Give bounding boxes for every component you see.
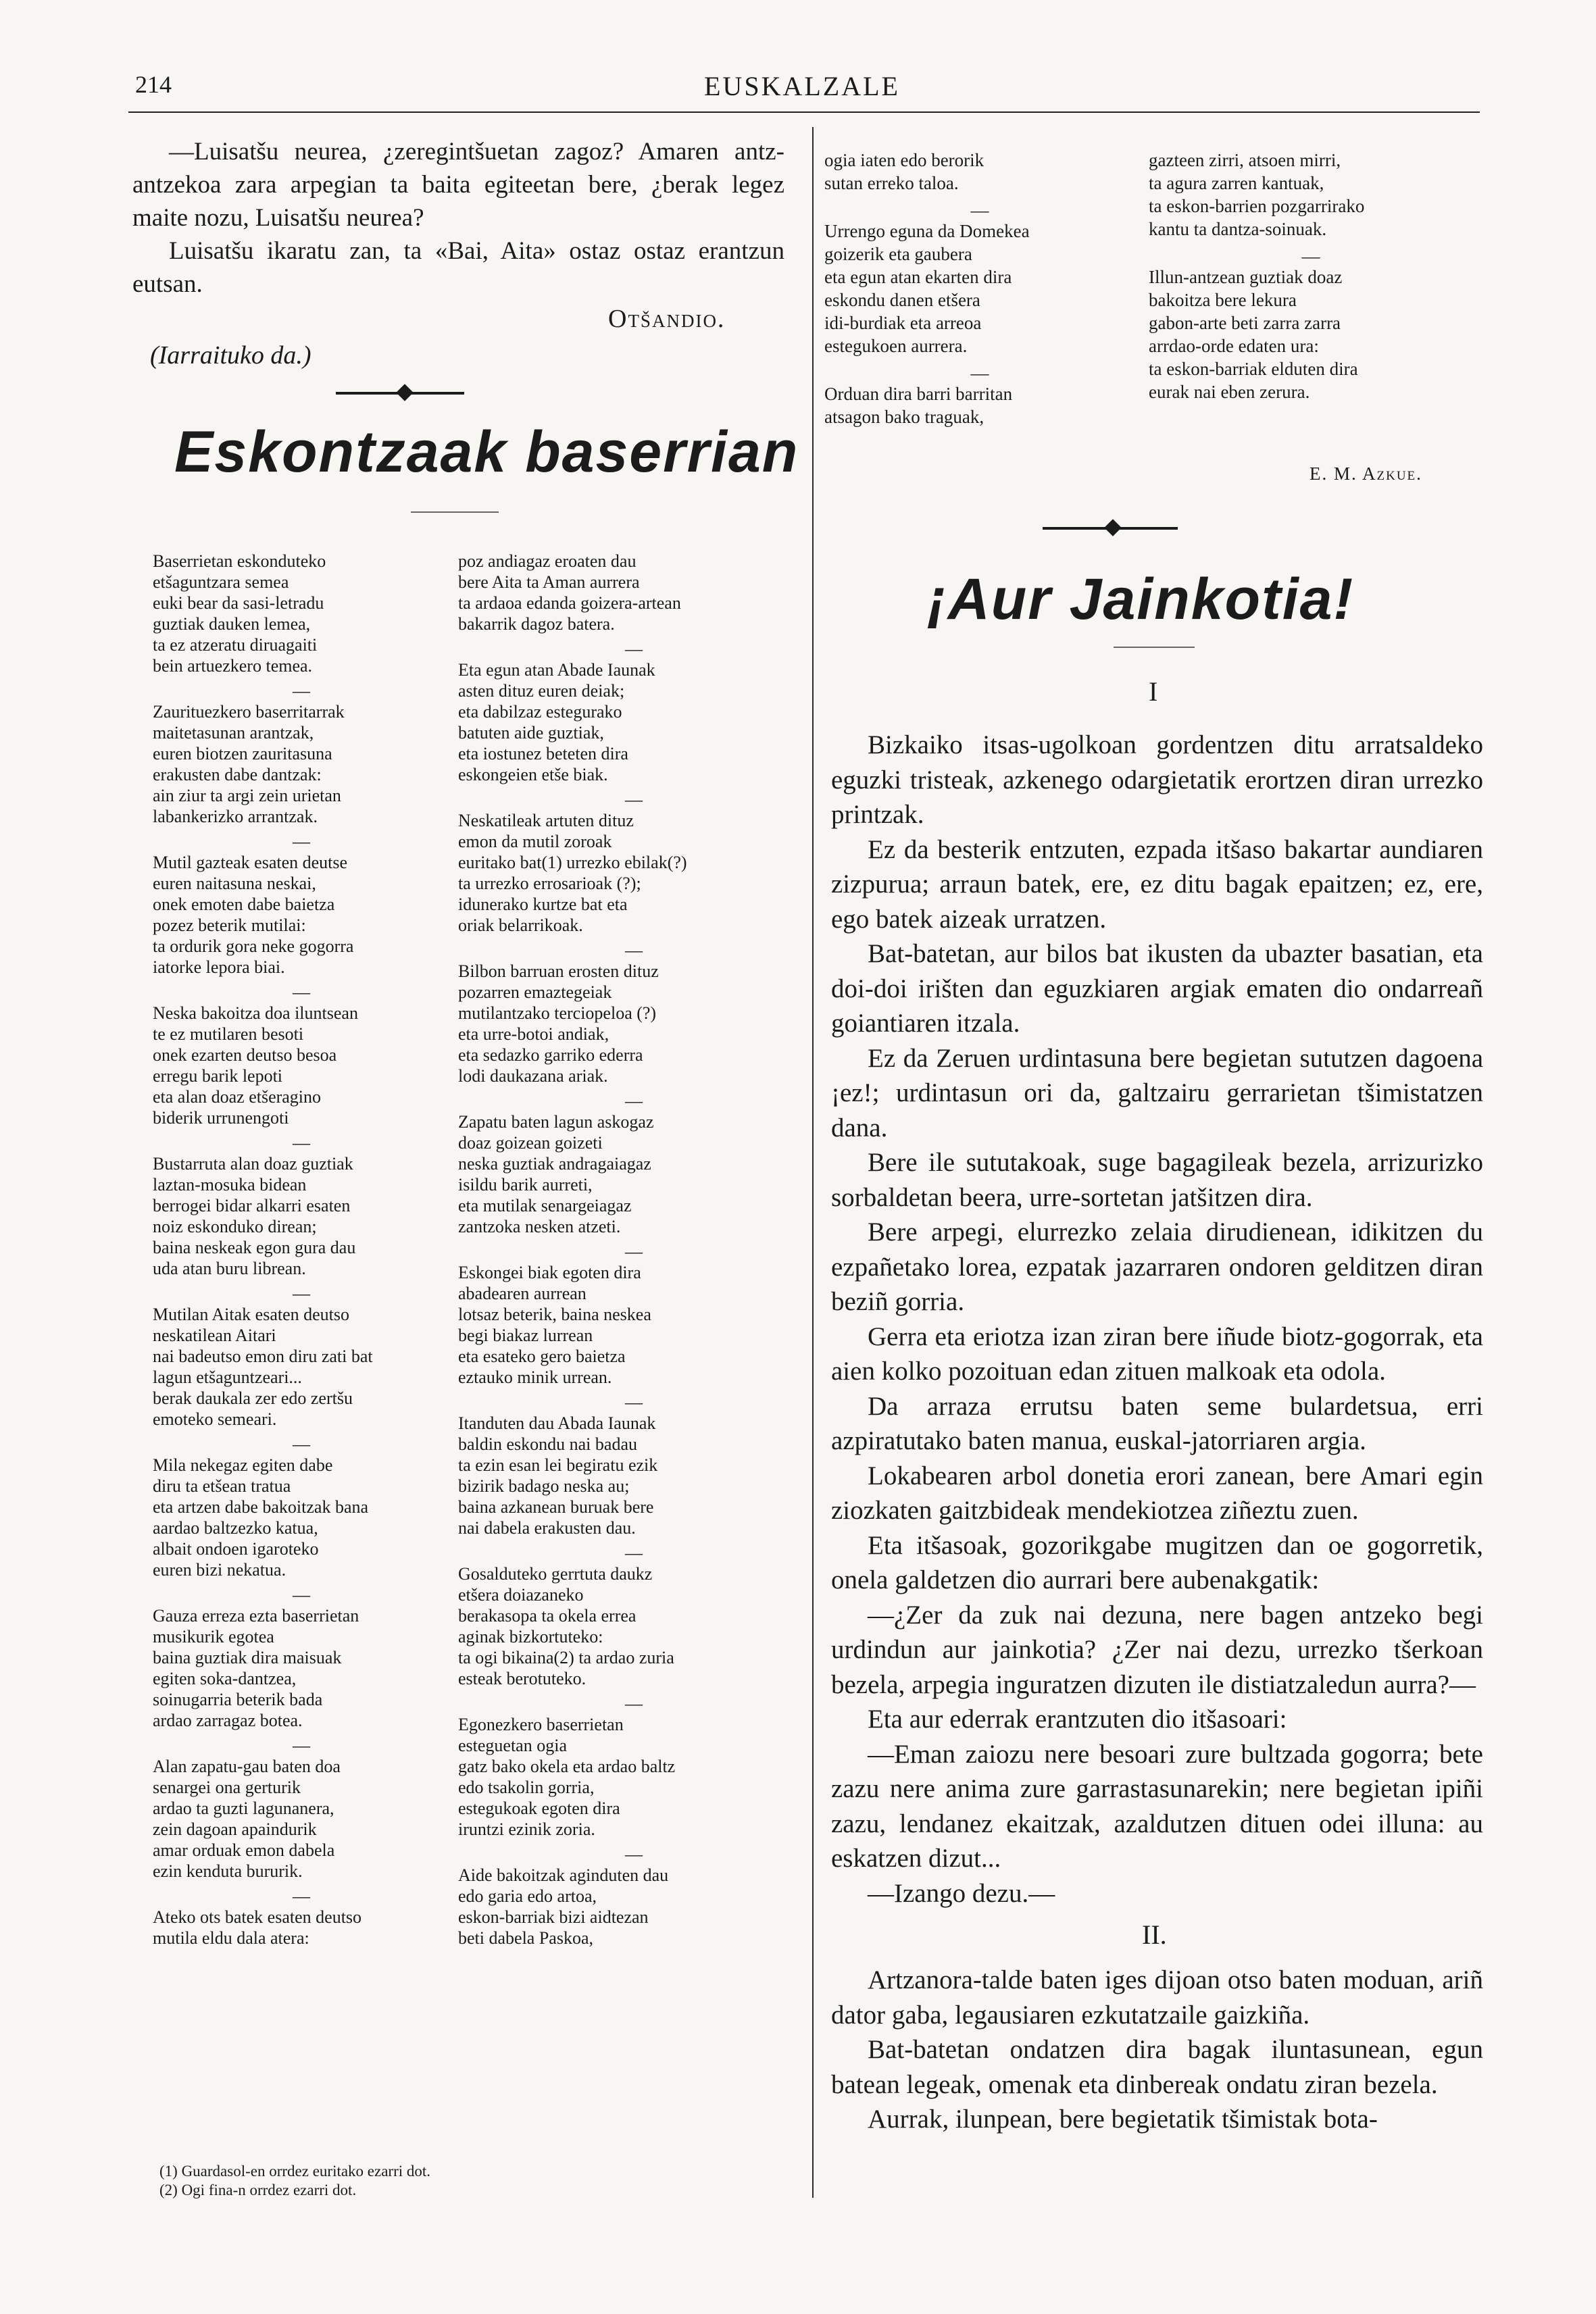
poem-line: noiz eskonduko direan;	[153, 1217, 317, 1236]
poem-line: laztan-mosuka bidean	[153, 1175, 307, 1194]
poem-line: aginak bizkortuteko:	[458, 1627, 603, 1646]
poem-line: baina azkanean buruak bere	[458, 1497, 654, 1517]
poem-stanza	[458, 1413, 809, 1538]
poem-line: euren bizi nekatua.	[153, 1560, 286, 1580]
poem-line: eskondu danen etšera	[824, 290, 980, 310]
footnote: (1) Guardasol-en orrdez euritako ezarri dot.	[159, 2163, 431, 2180]
poem-line: ta agura zarren kantuak,	[1149, 173, 1324, 193]
page-number: 214	[135, 71, 172, 98]
paragraph: Aurrak, ilunpean, bere begietatik tšimistak bota-	[868, 2105, 1378, 2134]
poem-column-1	[153, 551, 450, 1953]
poem-line: isildu barik aurreti,	[458, 1175, 593, 1194]
poem-stanza	[458, 1111, 809, 1237]
poem-line: egiten soka-dantzea,	[153, 1669, 297, 1688]
poem-line: gatz bako okela eta ardao baltz	[458, 1757, 676, 1776]
poem-line: poz andiagaz eroaten dau	[458, 551, 637, 571]
paragraph: Eta itšasoak, gozorikgabe mugitzen dan oe gogorretik, onela galdetzen dio aurrari bere aubenakgatik:	[831, 1530, 1483, 1594]
stanza-separator: —	[293, 1284, 310, 1303]
column-divider	[812, 127, 814, 2198]
poem-line: abadearen aurrean	[458, 1284, 587, 1303]
poem-stanza	[458, 1262, 809, 1388]
poem-stanza	[153, 1304, 450, 1430]
article-title: ¡Aur Jainkotia!	[927, 567, 1355, 632]
section-number: II.	[1142, 1919, 1167, 1950]
stanza-separator: —	[293, 982, 310, 1002]
poem-line: esteguetan ogia	[458, 1736, 567, 1755]
poem-line: soinugarria beterik bada	[153, 1690, 323, 1709]
poem-line: zein dagoan apaindurik	[153, 1819, 317, 1839]
poem-line: ogia iaten edo berorik	[824, 150, 984, 170]
poem-stanza	[458, 1563, 809, 1689]
title-rule	[1114, 647, 1195, 648]
poem-line: Urrengo eguna da Domekea	[824, 221, 1030, 241]
poem-line: esteak berotuteko.	[458, 1669, 587, 1688]
ornament-diamond	[1104, 519, 1121, 536]
poem-line: ta ardaoa edanda goizera-artean	[458, 593, 681, 613]
poem-line: baina neskeak egon gura dau	[153, 1238, 356, 1257]
poem-line: gazteen zirri, atsoen mirri,	[1149, 150, 1341, 170]
poem-line: ardao zarragaz botea.	[153, 1711, 303, 1730]
poem-line: Gosalduteko gerrtuta daukz	[458, 1564, 653, 1584]
poem-line: Baserrietan eskonduteko	[153, 551, 326, 571]
poem-line: euritako bat(1) urrezko ebilak(?)	[458, 853, 687, 872]
poem-line: idunerako kurtze bat eta	[458, 895, 628, 914]
poem-stanza	[824, 220, 1135, 357]
paragraph: —¿Zer da zuk nai dezuna, nere bagen antzeko begi urdindun aur jainkotia? ¿Zer nai dezu, urrezko tšerkoan bezela, arpegia inguratzen dizuten ile distiatzaledun aurra?—	[831, 1600, 1483, 1699]
poem-line: ta ogi bikaina(2) ta ardao zuria	[458, 1648, 674, 1667]
paragraph: Lokabearen arbol donetia erori zanean, bere Amari egin ziozkaten gaitzbideak mendekiotzea ziñeztu zuen.	[831, 1461, 1483, 1525]
poem-line: etšaguntzara semea	[153, 572, 289, 592]
poem-line: nai dabela erakusten dau.	[458, 1518, 636, 1538]
poem-line: neskatilean Aitari	[153, 1326, 276, 1345]
poem-stanza	[153, 852, 450, 978]
poem-line: eta sedazko garriko ederra	[458, 1045, 643, 1065]
poem-line: estegukoak egoten dira	[458, 1799, 620, 1818]
poem-line: lotsaz beterik, baina neskea	[458, 1305, 651, 1324]
poem-line: bere Aita ta Aman aurrera	[458, 572, 640, 592]
poem-line: pozarren emaztegeiak	[458, 982, 612, 1002]
continuation-note: (Iarraituko da.)	[150, 341, 311, 370]
poem-line: bizirik badago neska au;	[458, 1476, 630, 1496]
poem-line: ta eskon-barrien pozgarrirako	[1149, 196, 1365, 216]
ornament-diamond	[396, 384, 413, 401]
footnote: (2) Ogi fina-n orrdez ezarri dot.	[159, 2182, 357, 2198]
stanza-separator: —	[625, 1242, 643, 1261]
poem-line: bakarrik dagoz batera.	[458, 614, 615, 634]
poem-line: eskon-barriak bizi aidtezan	[458, 1907, 649, 1927]
poem-line: uda atan buru librean.	[153, 1259, 306, 1278]
stanza-separator: —	[625, 639, 643, 659]
poem-column-4	[1149, 149, 1473, 407]
poem-line: Eskongei biak egoten dira	[458, 1263, 641, 1282]
paragraph: Bat-batetan, aur bilos bat ikusten da ubazter basatian, eta doi-doi irišten dan eguzkiaren argiak ematen dio ondarreañ goiantiaren itzala.	[831, 939, 1483, 1038]
poem-stanza	[153, 701, 450, 827]
poem-line: neska guztiak andragaiagaz	[458, 1154, 651, 1174]
poem-stanza	[153, 1605, 450, 1731]
poem-stanza	[1149, 149, 1473, 241]
paragraph: Bere arpegi, elurrezko zelaia dirudienean, idikitzen du ezpañetako lorea, ezpatak jazarraren ondoren gelditzen diran beziñ gorria.	[831, 1217, 1483, 1316]
poem-line: mutilantzako terciopeloa (?)	[458, 1003, 657, 1023]
poem-line: pozez beterik mutilai:	[153, 915, 306, 935]
poem-stanza	[153, 551, 450, 676]
poem-line: Mutilan Aitak esaten deutso	[153, 1305, 350, 1324]
paragraph: Gerra eta eriotza izan ziran bere iñude biotz-gogorrak, eta aien kolko pozoituan edan zituen malkoak eta odola.	[831, 1322, 1483, 1386]
poem-line: bakoitza bere lekura	[1149, 290, 1297, 310]
poem-line: berakasopa ta okela errea	[458, 1606, 637, 1626]
poem-line: etšera doiazaneko	[458, 1585, 584, 1605]
poem-line: ta eskon-barriak elduten dira	[1149, 359, 1358, 379]
poem-line: ezin kenduta bururik.	[153, 1861, 303, 1881]
stanza-separator: —	[293, 1736, 310, 1755]
article-body-section-1	[831, 728, 1483, 1911]
paragraph: —Izango dezu.—	[868, 1878, 1055, 1908]
poem-stanza	[458, 551, 809, 634]
article-title: Eskontzaak baserrian	[174, 420, 799, 484]
stanza-separator: —	[293, 1133, 310, 1153]
poem-line: euren biotzen zauritasuna	[153, 744, 332, 763]
poem-line: ardao ta guzti lagunanera,	[153, 1799, 334, 1818]
poem-line: eta dabilzaz estegurako	[458, 702, 622, 722]
poem-stanza	[458, 1714, 809, 1840]
poem-line: aardao baltzezko katua,	[153, 1518, 318, 1538]
stanza-separator: —	[293, 1585, 310, 1605]
poem-line: asten dituz euren deiak;	[458, 681, 625, 701]
poem-line: eta artzen dabe bakoitzak bana	[153, 1497, 369, 1517]
poem-line: eta mutilak senargeiagaz	[458, 1196, 632, 1215]
poem-line: mutila eldu dala atera:	[153, 1928, 309, 1948]
poem-line: batuten aide guztiak,	[458, 723, 604, 743]
poem-line: ta ez atzeratu diruagaiti	[153, 635, 318, 655]
poem-line: begi biakaz lurrean	[458, 1326, 593, 1345]
stanza-separator: —	[970, 363, 989, 383]
poem-line: atsagon bako traguak,	[824, 407, 984, 427]
poem-line: iatorke lepora biai.	[153, 957, 285, 977]
poem-stanza	[153, 1907, 450, 1948]
poem-line: ta ezin esan lei begiratu ezik	[458, 1455, 658, 1475]
poem-line: Bilbon barruan erosten dituz	[458, 961, 659, 981]
poem-line: baina guztiak dira maisuak	[153, 1648, 342, 1667]
article-body-section-2	[831, 1963, 1483, 2137]
poem-line: Zaurituezkero baserritarrak	[153, 702, 345, 722]
poem-line: ta urrezko errosarioak (?);	[458, 874, 641, 893]
poem-line: senargei ona gerturik	[153, 1778, 301, 1797]
poem-line: emon da mutil zoroak	[458, 832, 612, 851]
stanza-separator: —	[625, 1543, 643, 1563]
poem-line: Zapatu baten lagun askogaz	[458, 1112, 654, 1132]
poem-line: onek emoten dabe baietza	[153, 895, 335, 914]
poem-stanza	[1149, 266, 1473, 403]
poem-line: Mila nekegaz egiten dabe	[153, 1455, 333, 1475]
paragraph: —Luisatšu neurea, ¿zeregintšuetan zagoz? Amaren antz-antzekoa zara arpegian ta baita egiteetan bere, ¿berak legez maite nozu, Luisatšu neurea?	[132, 138, 784, 232]
poem-line: musikurik egotea	[153, 1627, 274, 1646]
poem-line: Ateko ots batek esaten deutso	[153, 1907, 362, 1927]
paragraph: —Eman zaiozu nere besoari zure bultzada gogorra; bete zazu nere anima zure garrastasunarekin; nere begietan ipiñi zazu, lendanez ekaitzak, azaldutzen dituen odei illuna: au eskatzen dizut...	[831, 1739, 1483, 1873]
poem-line: eta alan doaz etšeragino	[153, 1087, 322, 1107]
poem-line: Mutil gazteak esaten deutse	[153, 853, 348, 872]
poem-line: eztauko minik urrean.	[458, 1367, 612, 1387]
poem-line: oriak belarrikoak.	[458, 915, 583, 935]
paragraph: Ez da Zeruen urdintasuna bere begietan sututzen dagoena ¡ez!; urdintasun ori da, galtzairu gerrarietan tšimistatzen dana.	[831, 1043, 1483, 1142]
stanza-separator: —	[1301, 246, 1320, 266]
paragraph: Da arraza errutsu baten seme bulardetsua, erri azpiratutako baten manua, euskal-jatorriaren argia.	[831, 1391, 1483, 1455]
stanza-separator: —	[293, 1434, 310, 1454]
poem-line: lagun etšaguntzeari...	[153, 1367, 302, 1387]
poem-line: gabon-arte beti zarra zarra	[1149, 313, 1341, 333]
paragraph: Eta aur ederrak erantzuten dio itšasoari:	[868, 1705, 1287, 1734]
poem-line: biderik urrunengoti	[153, 1108, 289, 1128]
running-header: EUSKALZALE	[704, 71, 900, 101]
poem-line: emoteko semeari.	[153, 1409, 277, 1429]
poem-line: ta ordurik gora neke gogorra	[153, 936, 354, 956]
poem-stanza	[458, 810, 809, 936]
stanza-separator: —	[293, 832, 310, 851]
poem-line: te ez mutilaren besoti	[153, 1024, 304, 1044]
poem-line: baldin eskondu nai badau	[458, 1434, 637, 1454]
poem-line: amar orduak emon dabela	[153, 1840, 335, 1860]
poem-line: maitetasunan arantzak,	[153, 723, 314, 743]
poem-line: eta esateko gero baietza	[458, 1347, 626, 1366]
stanza-separator: —	[970, 200, 989, 220]
poem-stanza	[153, 1003, 450, 1128]
poem-column-3	[824, 149, 1135, 432]
poem-stanza	[458, 961, 809, 1086]
poem-line: Illun-antzean guztiak doaz	[1149, 267, 1343, 287]
stanza-separator: —	[625, 790, 643, 809]
poem-line: arrdao-orde edaten ura:	[1149, 336, 1319, 356]
author-signature: Otšandio.	[608, 305, 726, 333]
poem-line: Aide bakoitzak aginduten dau	[458, 1865, 669, 1885]
poem-stanza	[824, 149, 1135, 195]
poem-line: edo garia edo artoa,	[458, 1886, 597, 1906]
poem-line: erregu barik lepoti	[153, 1066, 283, 1086]
stanza-separator: —	[625, 1694, 643, 1713]
poem-line: Egonezkero baserrietan	[458, 1715, 624, 1734]
poem-line: zantzoka nesken atzeti.	[458, 1217, 621, 1236]
stanza-separator: —	[625, 1392, 643, 1412]
poem-line: Orduan dira barri barritan	[824, 384, 1013, 404]
header-rule	[128, 111, 1480, 113]
poem-signature: E. M. Azkue.	[1310, 463, 1422, 484]
stanza-separator: —	[625, 1091, 643, 1111]
poem-stanza	[824, 382, 1135, 428]
title-rule	[411, 511, 499, 513]
poem-line: eskongeien etše biak.	[458, 765, 608, 784]
poem-stanza	[153, 1153, 450, 1279]
poem-line: eta egun atan ekarten dira	[824, 267, 1012, 287]
poem-line: edo tsakolin gorria,	[458, 1778, 595, 1797]
footnotes	[159, 2162, 430, 2200]
stanza-separator: —	[625, 1844, 643, 1864]
paragraph: Bere ile sututakoak, suge bagagileak bezela, arrizurizko sorbaldetan beera, urre-sortetan jatšitzen dira.	[831, 1148, 1483, 1212]
poem-line: idi-burdiak eta arreoa	[824, 313, 982, 333]
poem-stanza	[153, 1756, 450, 1882]
poem-line: diru ta etšean tratua	[153, 1476, 291, 1496]
poem-line: labankerizko arrantzak.	[153, 807, 318, 826]
poem-line: nai badeutso emon diru zati bat	[153, 1347, 373, 1366]
poem-line: eta iostunez beteten dira	[458, 744, 628, 763]
poem-line: euren naitasuna neskai,	[153, 874, 316, 893]
poem-line: Gauza erreza ezta baserrietan	[153, 1606, 359, 1626]
paragraph: Bat-batetan ondatzen dira bagak iluntasunean, egun batean legeak, omenak eta dinbereak ondatu ziran bezela.	[831, 2035, 1483, 2099]
poem-stanza	[458, 659, 809, 785]
stanza-separator: —	[625, 940, 643, 960]
paragraph: Luisatšu ikaratu zan, ta «Bai, Aita» ostaz ostaz erantzun eutsan.	[132, 237, 784, 298]
story-continuation	[132, 135, 784, 301]
poem-line: berrogei bidar alkarri esaten	[153, 1196, 351, 1215]
poem-line: eta urre-botoi andiak,	[458, 1024, 609, 1044]
poem-line: lodi daukazana ariak.	[458, 1066, 608, 1086]
paragraph: Ez da besterik entzuten, ezpada itšaso bakartar aundiaren zizpurua; arraun batek, ere, ez ditu bagak epaitzen; ez, ere, ego batek aizeak urratzen.	[831, 834, 1483, 934]
poem-line: onek ezarten deutso besoa	[153, 1045, 337, 1065]
section-number: I	[1149, 676, 1158, 707]
poem-line: Itanduten dau Abada Iaunak	[458, 1413, 656, 1433]
poem-line: berak daukala zer edo zertšu	[153, 1388, 353, 1408]
poem-line: Eta egun atan Abade Iaunak	[458, 660, 655, 680]
stanza-separator: —	[293, 1886, 310, 1906]
poem-line: guztiak dauken lemea,	[153, 614, 311, 634]
poem-line: euki bear da sasi-letradu	[153, 593, 324, 613]
poem-line: sutan erreko taloa.	[824, 173, 959, 193]
poem-line: Bustarruta alan doaz guztiak	[153, 1154, 353, 1174]
poem-line: erakusten dabe dantzak:	[153, 765, 322, 784]
poem-line: goizerik eta gaubera	[824, 244, 972, 264]
poem-line: albait ondoen igaroteko	[153, 1539, 319, 1559]
poem-line: Neska bakoitza doa iluntsean	[153, 1003, 358, 1023]
poem-line: bein artuezkero temea.	[153, 656, 313, 676]
poem-line: ain ziur ta argi zein urietan	[153, 786, 341, 805]
poem-column-2	[458, 551, 809, 1953]
poem-line: estegukoen aurrera.	[824, 336, 968, 356]
poem-line: iruntzi ezinik zoria.	[458, 1819, 595, 1839]
paragraph: Artzanora-talde baten iges dijoan otso baten moduan, ariñ dator gaba, legausiaren ezkutatzaile gaizkiña.	[831, 1965, 1483, 2030]
stanza-separator: —	[293, 681, 310, 701]
poem-stanza	[153, 1455, 450, 1580]
poem-line: kantu ta dantza-soinuak.	[1149, 219, 1327, 239]
poem-line: Alan zapatu-gau baten doa	[153, 1757, 341, 1776]
poem-line: eurak nai eben zerura.	[1149, 382, 1310, 402]
paragraph: Bizkaiko itsas-ugolkoan gordentzen ditu arratsaldeko eguzki tristeak, azkenego odargietatik erortzen diran urrezko printzak.	[831, 730, 1483, 829]
poem-line: doaz goizean goizeti	[458, 1133, 603, 1153]
poem-line: Neskatileak artuten dituz	[458, 811, 634, 830]
poem-line: beti dabela Paskoa,	[458, 1928, 593, 1948]
poem-stanza	[458, 1865, 809, 1948]
